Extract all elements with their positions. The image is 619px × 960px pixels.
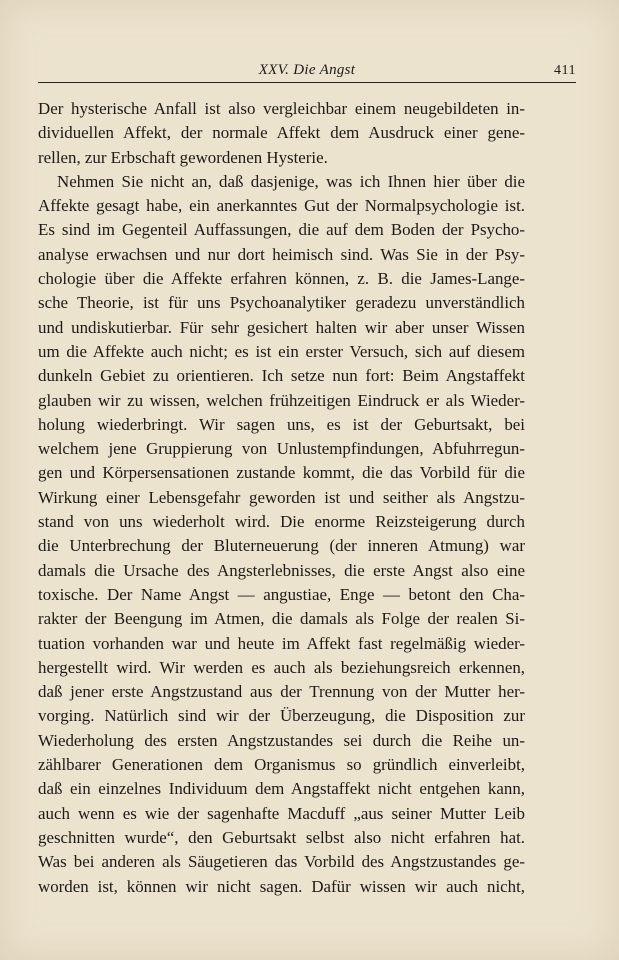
text-line: geschnitten wurde“, den Geburtsakt selbst also nicht erfahren hat. — [38, 827, 525, 847]
text-line: glauben wir zu wissen, welchen frühzeitigen Eindruck er als Wieder- — [38, 390, 525, 410]
running-header — [38, 62, 576, 84]
text-line: Es sind im Gegenteil Auffassungen, die auf dem Boden der Psycho- — [38, 220, 525, 240]
text-line: hergestellt wird. Wir werden es auch als beziehungsreich erkennen, — [38, 657, 525, 677]
text-line: Nehmen Sie nicht an, daß dasjenige, was ich Ihnen hier über die — [57, 171, 525, 191]
text-line: rakter der Beengung im Atmen, die damals als Folge der realen Si- — [38, 609, 525, 629]
text-line: Wirkung einer Lebensgefahr geworden ist und seither als Angstzu- — [38, 487, 525, 507]
text-line: gen und Körpersensationen zustande kommt, die das Vorbild für die — [38, 463, 525, 483]
text-line: vorging. Natürlich sind wir der Überzeugung, die Disposition zur — [38, 706, 525, 726]
text-line: tuation vorhanden war und heute im Affekt fast regelmäßig wieder- — [38, 633, 525, 653]
text-line: worden ist, können wir nicht sagen. Dafür wissen wir auch nicht, — [38, 876, 525, 896]
text-line: welchem jene Gruppierung von Unlustempfindungen, Abfuhrregun- — [38, 439, 525, 459]
text-line: daß ein einzelnes Individuum dem Angstaffekt nicht entgehen kann, — [38, 779, 525, 799]
text-line: sche Theorie, ist für uns Psychoanalytiker geradezu unverständlich — [38, 293, 525, 313]
text-line: rellen, zur Erbschaft gewordenen Hysterie. — [38, 147, 328, 167]
text-line: toxische. Der Name Angst — angustiae, Enge — betont den Cha- — [38, 584, 525, 604]
text-line: und undiskutierbar. Für sehr gesichert halten wir aber unser Wissen — [38, 317, 525, 337]
text-line: zählbarer Generationen dem Organismus so gründlich einverleibt, — [38, 755, 525, 775]
text-line: auch wenn es wie der sagenhafte Macduff „aus seiner Mutter Leib — [38, 803, 525, 823]
text-line: Was bei anderen als Säugetieren das Vorbild des Angstzustandes ge- — [38, 852, 525, 872]
text-line: analyse erwachsen und nur dort heimisch sind. Was Sie in der Psy- — [38, 244, 525, 264]
text-line: chologie über die Affekte erfahren können, z. B. die James-Lange- — [38, 269, 525, 289]
text-line: daß jener erste Angstzustand aus der Trennung von der Mutter her- — [38, 682, 525, 702]
text-line: damals die Ursache des Angsterlebnisses, die erste Angst also eine — [38, 560, 525, 580]
text-line: Affekte gesagt habe, ein anerkanntes Gut der Normalpsychologie ist. — [38, 196, 525, 216]
text-line: Der hysterische Anfall ist also vergleichbar einem neugebildeten in- — [38, 99, 525, 118]
header-rule — [38, 82, 576, 83]
text-line: dividuellen Affekt, der normale Affekt dem Ausdruck einer gene- — [38, 123, 525, 143]
text-line: dunkeln Gebiet zu orientieren. Ich setze nun fort: Beim Angstaffekt — [38, 366, 525, 386]
text-line: Wiederholung des ersten Angstzustandes sei durch die Reihe un- — [38, 730, 525, 750]
text-line: holung wiederbringt. Wir sagen uns, es ist der Geburtsakt, bei — [38, 414, 525, 434]
page-number: 411 — [554, 63, 576, 78]
text-line: die Unterbrechung der Bluterneuerung (der inneren Atmung) war — [38, 536, 525, 556]
text-line: um die Affekte auch nicht; es ist ein erster Versuch, sich auf diesem — [38, 341, 525, 361]
chapter-title: XXV. Die Angst — [258, 62, 356, 78]
text-line: stand von uns wiederholt wird. Die enorme Reizsteigerung durch — [38, 512, 525, 532]
body-text — [38, 97, 525, 899]
